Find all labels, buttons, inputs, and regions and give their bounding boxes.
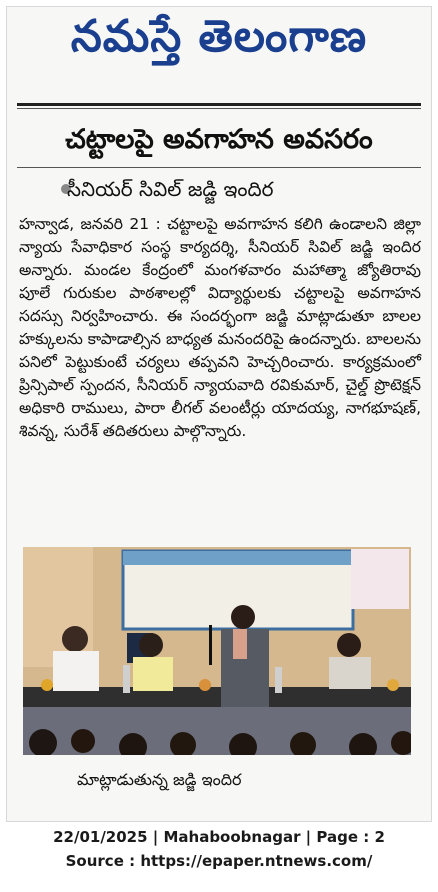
article-headline: చట్టాలపై అవగాహన అవసరం	[65, 124, 373, 155]
photo-caption: మాట్లాడుతున్న జడ్జి ఇందిర	[77, 770, 242, 789]
photo-illustration	[23, 547, 411, 755]
newspaper-clipping	[6, 6, 432, 822]
footer-meta: 22/01/2025 | Mahaboobnagar | Page : 2	[53, 828, 385, 846]
rule-divider	[17, 103, 421, 106]
article-paragraph: హన్వాడ, జనవరి 21 : చట్టాలపై అవగాహన కలిగి ఉండాలని జిల్లా న్యాయ సేవాధికార సంస్థ కార్యదర్శి, సీనియర్ సివిల్ జడ్జి ఇందిర అన్నారు. మండల కేంద్రంలో మంగళవారం మహాత్మా జ్యోతిరావు పూలే గురుకుల పాఠశాలల్లో విద్యార్థులకు చట్టాలపై అవగాహన సదస్సు నిర్వహించారు. ఈ సందర్భంగా జడ్జి మాట్లాడుతూ బాలల హక్కులను కాపాడాల్సిన బాధ్యత మనందరిపై ఉందన్నారు. బాలలను పనిలో పెట్టుకుంటే చర్యలు తప్పవని హెచ్చరించారు. కార్యక్రమంలో ప్రిన్సిపాల్ స్పందన, సీనియర్ న్యాయవాది రవికుమార్, చైల్డ్ ప్రొటెక్షన్ అధికారి రాములు, పారా లీగల్ వలంటీర్లు యాదయ్య, నాగభూషణ్, శివన్న, సురేశ్ తదితరులు పాల్గొన్నారు.	[19, 215, 421, 440]
rule-divider	[17, 167, 421, 168]
footer-source: Source : https://epaper.ntnews.com/	[65, 852, 373, 870]
rule-divider	[17, 108, 421, 109]
newspaper-masthead: నమస్తే తెలంగాణ	[70, 11, 368, 62]
article-body	[19, 213, 421, 443]
article-photo	[23, 547, 411, 755]
article-subheadline: సీనియర్ సివిల్ జడ్జి ఇందిర	[67, 177, 274, 201]
